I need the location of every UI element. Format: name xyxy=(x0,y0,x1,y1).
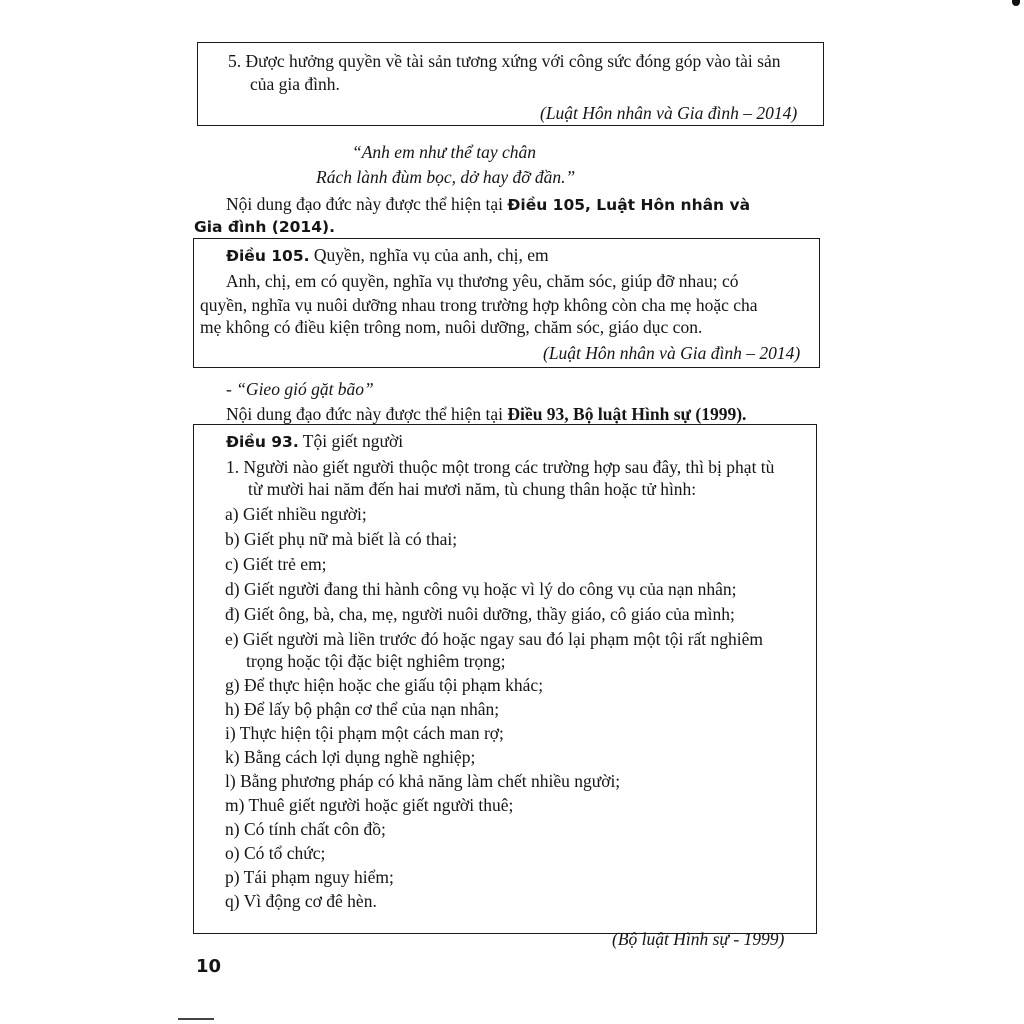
box3-heading-article: Điều 93. xyxy=(226,433,299,451)
para2-text: Nội dung đạo đức này được thể hiện tại xyxy=(226,404,508,424)
list-item-b: b) Giết phụ nữ mà biết là có thai; xyxy=(225,529,458,549)
box3-heading xyxy=(226,430,403,453)
list-item-l: l) Bằng phương pháp có khả năng làm chết nhiều người; xyxy=(225,771,621,791)
para1-line1 xyxy=(226,193,750,216)
box3-clause1-line1: 1. Người nào giết người thuộc một trong các trường hợp sau đây, thì bị phạt tù xyxy=(226,457,775,477)
list-item-p: p) Tái phạm nguy hiểm; xyxy=(225,867,394,887)
list-item-i: i) Thực hiện tội phạm một cách man rợ; xyxy=(225,723,504,743)
proverb1-line2: Rách lành đùm bọc, dở hay đỡ đần.” xyxy=(316,167,576,187)
page-number: 10 xyxy=(196,956,222,977)
box3-heading-title: Tội giết người xyxy=(298,431,404,451)
box1-line1: 5. Được hưởng quyền về tài sản tương xứng với công sức đóng góp vào tài sản xyxy=(228,51,781,71)
box2-heading-article: Điều 105. xyxy=(226,247,310,265)
box1-line2: của gia đình. xyxy=(250,74,340,94)
para1-reference: Điều 105, Luật Hôn nhân và xyxy=(507,196,751,214)
proverb2-dash: - xyxy=(226,379,237,399)
list-item-d: d) Giết người đang thi hành công vụ hoặc vì lý do công vụ của nạn nhân; xyxy=(225,579,737,599)
bottom-edge-mark xyxy=(178,1018,214,1020)
proverb1-line1: “Anh em như thể tay chân xyxy=(352,142,537,162)
corner-mark xyxy=(1012,0,1020,6)
para2-line1 xyxy=(226,403,746,425)
box2-source: (Luật Hôn nhân và Gia đình – 2014) xyxy=(543,343,801,363)
list-item-q: q) Vì động cơ đê hèn. xyxy=(225,891,377,911)
box2-line2: quyền, nghĩa vụ nuôi dưỡng nhau trong trường hợp không còn cha mẹ hoặc cha xyxy=(200,295,758,315)
box2-line1: Anh, chị, em có quyền, nghĩa vụ thương yêu, chăm sóc, giúp đỡ nhau; có xyxy=(226,271,739,291)
para2-reference: Điều 93, Bộ luật Hình sự (1999). xyxy=(507,404,747,424)
box2-line3: mẹ không có điều kiện trông nom, nuôi dưỡng, chăm sóc, giáo dục con. xyxy=(200,317,703,337)
list-item-m: m) Thuê giết người hoặc giết người thuê; xyxy=(225,795,514,815)
list-item-n: n) Có tính chất côn đồ; xyxy=(225,819,386,839)
box1-source: (Luật Hôn nhân và Gia đình – 2014) xyxy=(540,103,798,123)
list-item-e-cont: trọng hoặc tội đặc biệt nghiêm trọng; xyxy=(246,651,506,671)
para1-text: Nội dung đạo đức này được thể hiện tại xyxy=(226,194,508,214)
proverb2-text: “Gieo gió gặt bão” xyxy=(236,379,374,399)
list-item-e: e) Giết người mà liền trước đó hoặc ngay sau đó lại phạm một tội rất nghiêm xyxy=(225,629,764,649)
list-item-o: o) Có tổ chức; xyxy=(225,843,326,863)
proverb2 xyxy=(226,378,374,400)
list-item-k: k) Bằng cách lợi dụng nghề nghiệp; xyxy=(225,747,476,767)
para1-line2: Gia đình (2014). xyxy=(194,218,335,236)
list-item-c: c) Giết trẻ em; xyxy=(225,554,327,574)
box3-clause1-line2: từ mười hai năm đến hai mươi năm, tù chung thân hoặc tử hình: xyxy=(248,479,697,499)
list-item-dd: đ) Giết ông, bà, cha, mẹ, người nuôi dưỡng, thầy giáo, cô giáo của mình; xyxy=(225,604,735,624)
list-item-a: a) Giết nhiều người; xyxy=(225,504,367,524)
list-item-g: g) Để thực hiện hoặc che giấu tội phạm khác; xyxy=(225,675,544,695)
box3-source: (Bộ luật Hình sự - 1999) xyxy=(612,929,785,949)
box2-heading xyxy=(226,244,549,267)
box2-heading-title: Quyền, nghĩa vụ của anh, chị, em xyxy=(309,245,549,265)
list-item-h: h) Để lấy bộ phận cơ thể của nạn nhân; xyxy=(225,699,500,719)
